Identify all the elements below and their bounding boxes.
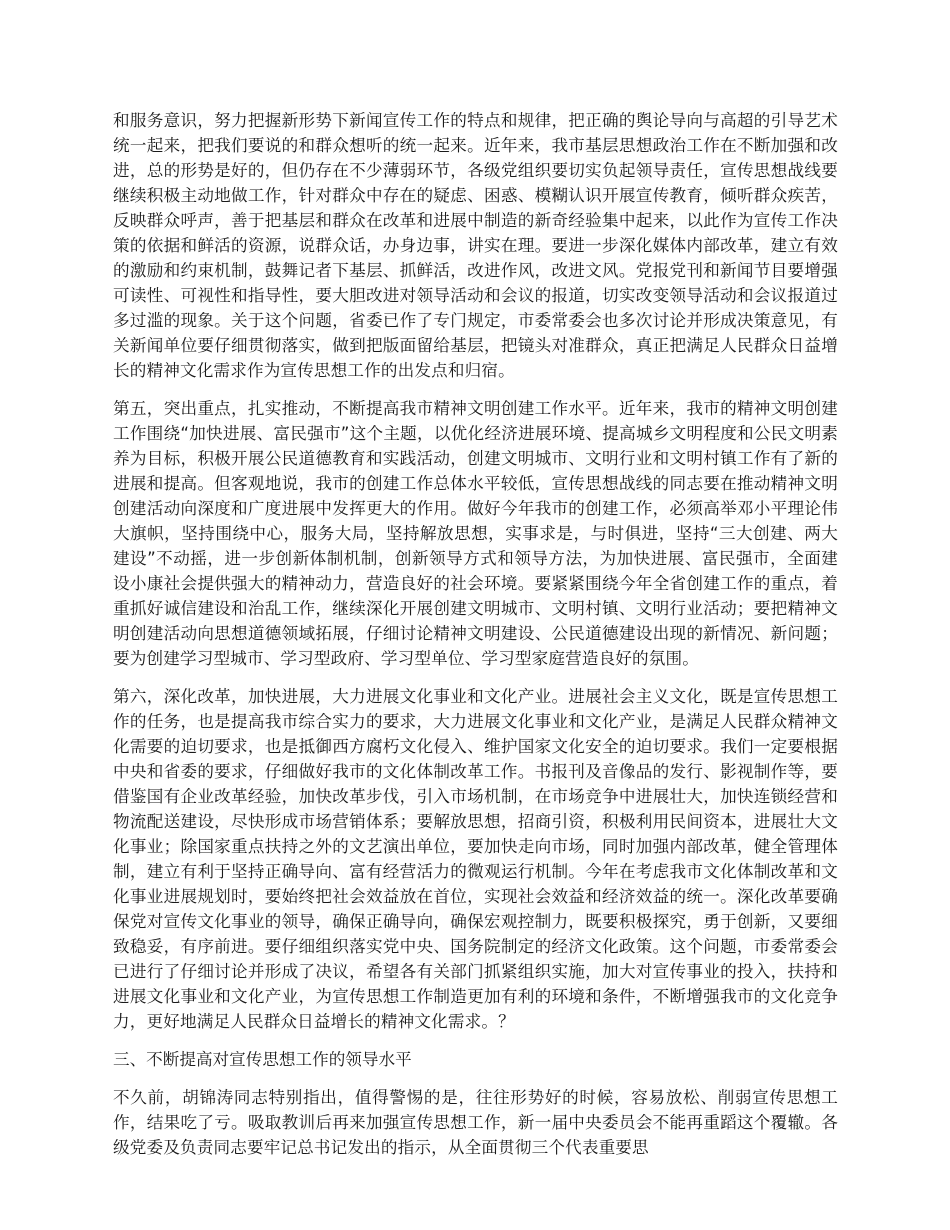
paragraph-sixth-point: 第六，深化改革，加快进展，大力进展文化事业和文化产业。进展社会主义文化，既是宣传思想工作的任务，也是提高我市综合实力的要求，大力进展文化事业和文化产业，是满足人民群众精神文化需要的迫切要求，也是抵御西方腐朽文化侵入、维护国家文化安全的迫切要求。我们一定要根据中央和省委的要求，仔细做好我市的文化体制改革工作。书报刊及音像品的发行、影视制作等，要借鉴国有企业改革经验，加快改革步伐，引入市场机制，在市场竞争中进展壮大，加快连锁经营和物流配送建设，尽快形成市场营销体系；要解放思想，招商引资，积极利用民间资本，进展壮大文化事业；除国家重点扶持之外的文艺演出单位，要加快走向市场，同时加强内部改革，健全管理体制，建立有利于坚持正确导向、富有经营活力的微观运行机制。今年在考虑我市文化体制改革和文化事业进展规划时，要始终把社会效益放在首位，实现社会效益和经济效益的统一。深化改革要确保党对宣传文化事业的领导，确保正确导向，确保宏观控制力，既要积极探究，勇于创新，又要细致稳妥，有序前进。要仔细组织落实党中央、国务院制定的经济文化政策。这个问题，市委常委会已进行了仔细讨论并形成了决议，希望各有关部门抓紧组织实施，加大对宣传事业的投入，扶持和进展文化事业和文化产业，为宣传思想工作制造更加有利的环境和条件，不断增强我市的文化竞争力，更好地满足人民群众日益增长的精神文化需求。？ — [113, 687, 838, 1031]
paragraph-fifth-point: 第五，突出重点，扎实推动，不断提高我市精神文明创建工作水平。近年来，我市的精神文明创建工作围绕“加快进展、富民强市”这个主题，以优化经济进展环境、提高城乡文明程度和公民文明素养为目标，积极开展公民道德教育和实践活动，创建文明城市、文明行业和文明村镇工作有了新的进展和提高。但客观地说，我市的创建工作总体水平较低，宣传思想战线的同志要在推动精神文明创建活动向深度和广度进展中发挥更大的作用。做好今年我市的创建工作，必须高举邓小平理论伟大旗帜，坚持围绕中心，服务大局，坚持解放思想，实事求是，与时俱进，坚持“三大创建、两大建设”不动摇，进一步创新体制机制，创新领导方式和领导方法，为加快进展、富民强市，全面建设小康社会提供强大的精神动力，营造良好的社会环境。要紧紧围绕今年全省创建工作的重点，着重抓好诚信建设和治乱工作，继续深化开展创建文明城市、文明村镇、文明行业活动；要把精神文明创建活动向思想道德领域拓展，仔细讨论精神文明建设、公民道德建设出现的新情况、新问题；要为创建学习型城市、学习型政府、学习型单位、学习型家庭营造良好的氛围。 — [113, 399, 838, 668]
section-heading: 三、不断提高对宣传思想工作的领导水平 — [113, 1050, 412, 1069]
paragraph-leadership: 不久前，胡锦涛同志特别指出，值得警惕的是，往往形势好的时候，容易放松、削弱宣传思想工作，结果吃了亏。吸取教训后再来加强宣传思想工作，新一届中央委员会不能再重蹈这个覆辙。各级党委及负责同志要牢记总书记发出的指示，从全面贯彻三个代表重要思 — [113, 1088, 838, 1157]
document-body — [113, 108, 838, 1173]
paragraph-news-propaganda: 和服务意识，努力把握新形势下新闻宣传工作的特点和规律，把正确的舆论导向与高超的引导艺术统一起来，把我们要说的和群众想听的统一起来。近年来，我市基层思想政治工作在不断加强和改进，总的形势是好的，但仍存在不少薄弱环节，各级党组织要切实负起领导责任，宣传思想战线要继续积极主动地做工作，针对群众中存在的疑虑、困惑、模糊认识开展宣传教育，倾听群众疾苦，反映群众呼声，善于把基层和群众在改革和进展中制造的新奇经验集中起来，以此作为宣传工作决策的依据和鲜活的资源，说群众话，办身边事，讲实在理。要进一步深化媒体内部改革，建立有效的激励和约束机制，鼓舞记者下基层、抓鲜活，改进作风，改进文风。党报党刊和新闻节目要增强可读性、可视性和指导性，要大胆改进对领导活动和会议的报道，切实改变领导活动和会议报道过多过滥的现象。关于这个问题，省委已作了专门规定，市委常委会也多次讨论并形成决策意见，有关新闻单位要仔细贯彻落实，做到把版面留给基层，把镜头对准群众，真正把满足人民群众日益增长的精神文化需求作为宣传思想工作的出发点和归宿。 — [113, 111, 838, 380]
